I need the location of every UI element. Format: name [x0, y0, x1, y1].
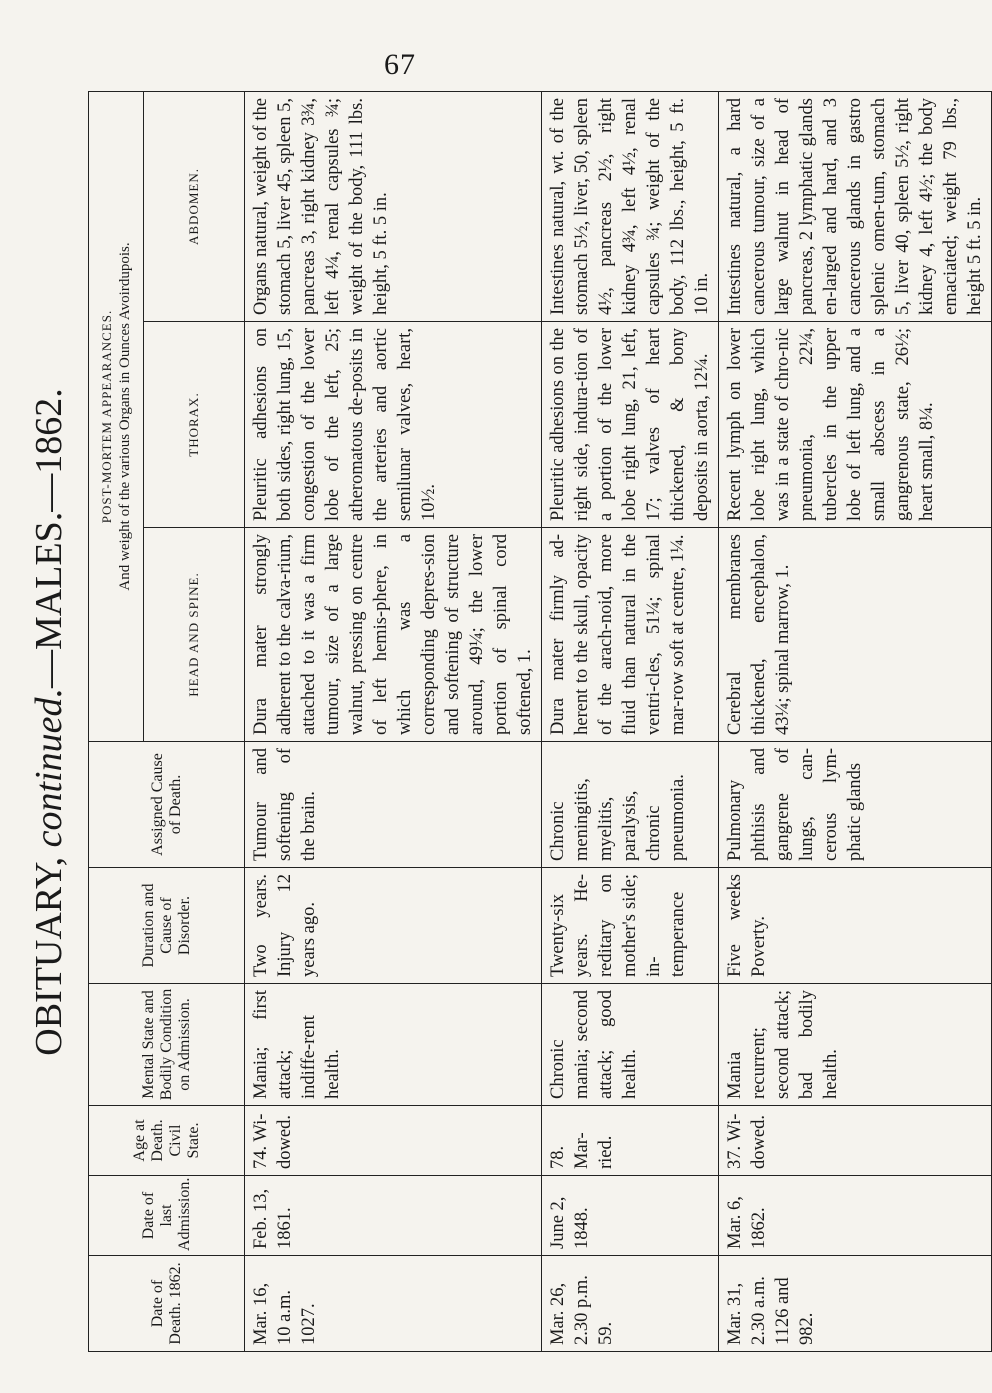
cell-thorax: Pleuritic adhesions on the right side, indura-tion of a portion of the lower lobe right lung, 21, left, 17; valves of heart thickened, & bony deposits in aorta, 12¼. [542, 322, 719, 528]
cell-date-of-death: Mar. 31, 2.30 a.m. 1126 and 982. [719, 1256, 992, 1352]
cell-mental-state: Mania recurrent; second attack; bad bodily health. [719, 984, 992, 1106]
col-group-post-mortem [89, 92, 144, 742]
col-header-date-of-death: Date of Death. 1862. [89, 1256, 245, 1352]
cell-thorax: Recent lymph on lower lobe right lung, which was in a state of chro-nic pneumonia, 22¼, tubercles in the upper lobe of left lung, and a small abscess in a gangrenous state, 26½; heart small, 8¼. [719, 322, 992, 528]
post-mortem-title: POST-MORTEM APPEARANCES. [99, 309, 114, 524]
table-row [542, 92, 719, 1352]
cell-duration-cause: Two years. Injury 12 years ago. [245, 868, 542, 984]
cell-duration-cause: Five weeks Poverty. [719, 868, 992, 984]
running-head-rest: —MALES.—1862. [28, 388, 70, 689]
cell-date-of-admission: Mar. 6, 1862. [719, 1176, 992, 1256]
cell-head-spine: Dura mater strongly adherent to the calva-rium, attached to it was a firm tumour, size of a large walnut, pressing on centre of left hemis-phere, in which was a corresponding depres-sion and softening of structure around, 49¼; the lower portion of spinal cord softened, 1. [245, 528, 542, 742]
col-header-duration-cause: Duration and Cause of Disorder. [89, 868, 245, 984]
cell-age-civil-state: 74. Wi-dowed. [245, 1106, 542, 1176]
cell-age-civil-state: 37. Wi-dowed. [719, 1106, 992, 1176]
rotated-content [18, 92, 985, 1352]
page-number: 67 [384, 48, 416, 81]
cell-abdomen: Intestines natural, wt. of the stomach 5½, liver, 50, spleen 4½, pancreas 2½, right kidney 4¾, left 4½, renal capsules ¾; weight of the body, 112 lbs., height, 5 ft. 10 in. [542, 92, 719, 322]
col-header-assigned-cause: Assigned Cause of Death. [89, 742, 245, 868]
cell-mental-state: Mania; first attack; indiffe-rent health. [245, 984, 542, 1106]
post-mortem-subtitle: And weight of the various Organs in Ounces Avoirdupois. [117, 242, 133, 591]
cell-head-spine: Dura mater firmly ad-herent to the skull, opacity of the arach-noid, more fluid than natural in the ventri-cles, 51¼; spinal mar-row soft at centre, 1¼. [542, 528, 719, 742]
cell-age-civil-state: 78. Mar-ried. [542, 1106, 719, 1176]
running-head [18, 92, 80, 1352]
cell-duration-cause: Twenty-six years. He-reditary on mother's side; in-temperance [542, 868, 719, 984]
obituary-table-wrap [88, 92, 985, 1352]
cell-date-of-death: Mar. 26, 2.30 p.m. 59. [542, 1256, 719, 1352]
cell-date-of-admission: Feb. 13, 1861. [245, 1176, 542, 1256]
obituary-table [88, 91, 992, 1352]
running-head-main: OBITUARY, [28, 856, 70, 1056]
col-header-thorax: THORAX. [144, 322, 245, 528]
cell-date-of-death: Mar. 16, 10 a.m. 1027. [245, 1256, 542, 1352]
running-head-italic: continued. [28, 688, 70, 848]
cell-abdomen: Organs natural, weight of the stomach 5, liver 45, spleen 5, pancreas 3, right kidney 3¾, left 4¼, renal capsules ¾; weight of the body, 111 lbs. height, 5 ft. 5 in. [245, 92, 542, 322]
cell-assigned-cause: Pulmonary phthisis and gangrene of lungs, can-cerous lym-phatic glands [719, 742, 992, 868]
cell-date-of-admission: June 2, 1848. [542, 1176, 719, 1256]
col-header-abdomen: ABDOMEN. [144, 92, 245, 322]
col-header-date-of-admission: Date of last Admission. [89, 1176, 245, 1256]
col-header-age-civil-state: Age at Death. Civil State. [89, 1106, 245, 1176]
cell-mental-state: Chronic mania; second attack; good health. [542, 984, 719, 1106]
cell-head-spine: Cerebral membranes thickened, encephalon, 43¼; spinal marrow, 1. [719, 528, 992, 742]
cell-assigned-cause: Chronic meningitis, myelitis, paralysis, chronic pneumonia. [542, 742, 719, 868]
cell-assigned-cause: Tumour and softening of the brain. [245, 742, 542, 868]
table-row [245, 92, 542, 1352]
col-header-head-spine: HEAD AND SPINE. [144, 528, 245, 742]
col-header-mental-state: Mental State and Bodily Condition on Admission. [89, 984, 245, 1106]
cell-thorax: Pleuritic adhesions on both sides, right lung, 15, congestion of the lower lobe of the left, 25; atheromatous de-posits in the arteries and aortic semilunar valves, heart, 10½. [245, 322, 542, 528]
table-row [719, 92, 992, 1352]
cell-abdomen: Intestines natural, a hard cancerous tumour, size of a large walnut in head of pancreas, 2 lymphatic glands en-larged and hard, and 3 cancerous glands in gastro splenic omen-tum, stomach 5, liver 40, spleen 5½, right kidney 4, left 4½; the body emaciated; weight 79 lbs., height 5 ft. 5 in. [719, 92, 992, 322]
